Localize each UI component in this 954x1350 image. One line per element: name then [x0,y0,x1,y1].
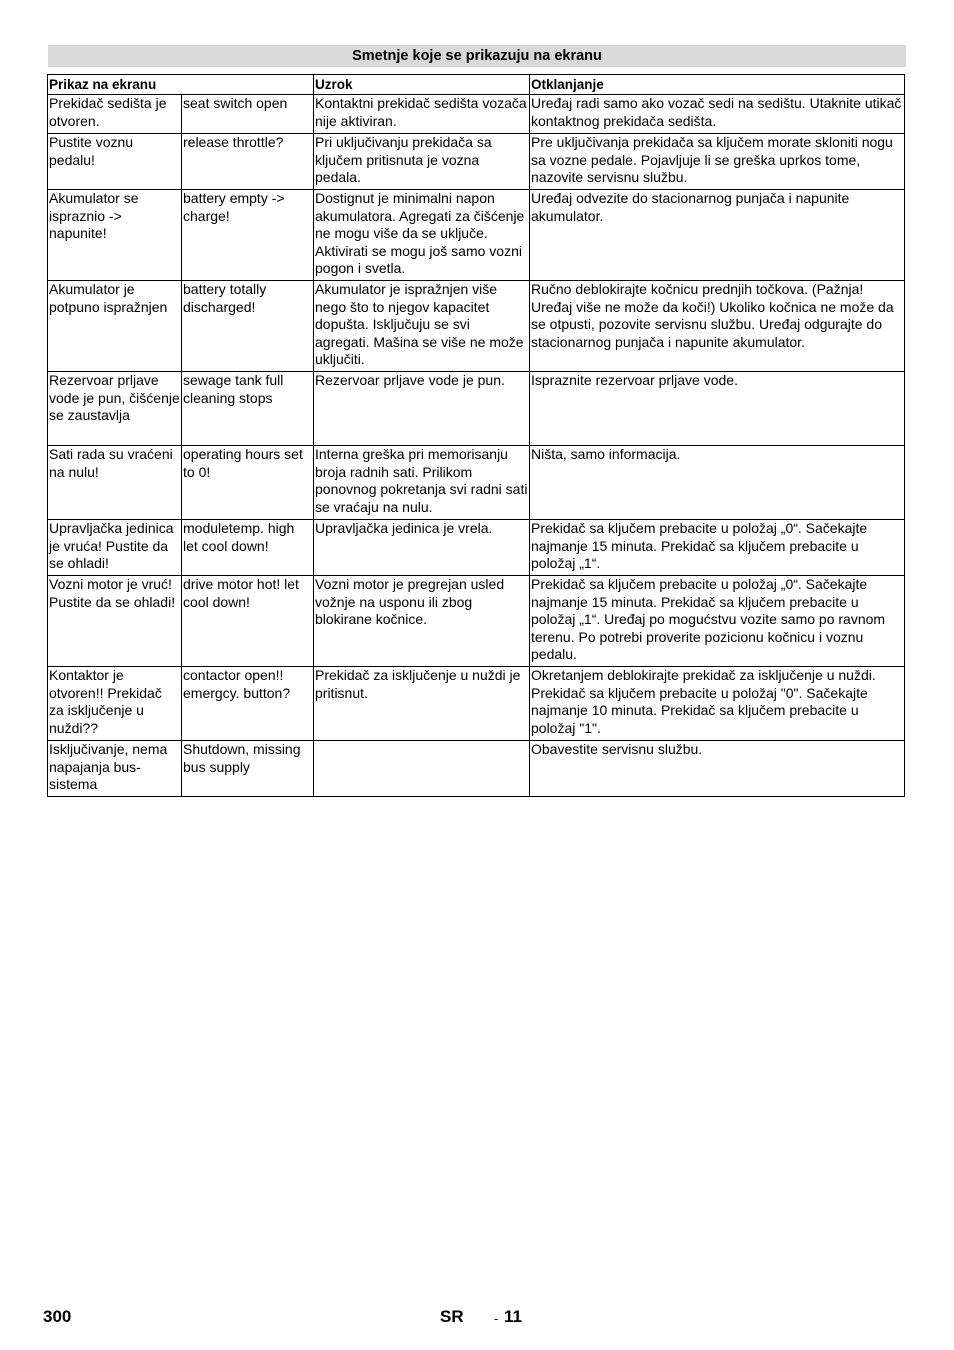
remedy-cell: Uređaj radi samo ako vozač sedi na sedištu. Utaknite utikač kontaktnog prekidača sedišta. [530,95,905,134]
display-text-sr: Sati rada su vraćeni na nulu! [48,446,182,520]
cause-cell: Kontaktni prekidač sedišta vozača nije aktiviran. [314,95,530,134]
display-text-sr: Akumulator je potpuno ispražnjen [48,281,182,372]
display-text-sr: Isključivanje, nema napajanja bus-sistema [48,741,182,797]
remedy-cell: Prekidač sa ključem prebacite u položaj „0“. Sačekajte najmanje 15 minuta. Prekidač sa ključem prebacite u položaj „1“. [530,520,905,576]
footer-dash: - [494,1311,499,1326]
table-row [48,372,905,446]
display-text-sr: Pustite voznu pedalu! [48,134,182,190]
language-code: SR [440,1307,464,1326]
display-text-en: moduletemp. high let cool down! [182,520,314,576]
remedy-cell: Ručno deblokirajte kočnicu prednjih točkova. (Pažnja! Uređaj više ne može da koči!) Ukoliko kočnica ne može da se otpusti, pozovite servisnu službu. Uređaj odgurajte do stacionarnog punjača i napunite akumulator. [530,281,905,372]
display-text-sr: Vozni motor je vruć! Pustite da se ohladi! [48,576,182,667]
table-row [48,281,905,372]
cause-cell: Akumulator je ispražnjen više nego što to njegov kapacitet dopušta. Isključuju se svi agregati. Mašina se više ne može uključiti. [314,281,530,372]
section-title: Smetnje koje se prikazuju na ekranu [48,45,906,67]
section-page-number: 11 [504,1307,522,1326]
display-text-en: operating hours set to 0! [182,446,314,520]
display-text-sr: Akumulator se ispraznio -> napunite! [48,190,182,281]
table-header-row [48,75,905,95]
table-row [48,190,905,281]
cause-cell: Upravljačka jedinica je vrela. [314,520,530,576]
fault-table [47,74,905,797]
remedy-cell: Pre uključivanja prekidača sa ključem morate skloniti nogu sa vozne pedale. Pojavljuje li se greška uprkos tome, nazovite servisnu službu. [530,134,905,190]
header-cause: Uzrok [314,75,530,95]
table-row [48,667,905,741]
remedy-cell: Obavestite servisnu službu. [530,741,905,797]
remedy-cell: Prekidač sa ključem prebacite u položaj „0“. Sačekajte najmanje 15 minuta. Prekidač sa ključem prebacite u položaj „1“. Uređaj po mogućstvu vozite samo po ravnom terenu. Po potrebi proverite pozicionu kočnicu i voznu pedalu. [530,576,905,667]
display-text-en: sewage tank full cleaning stops [182,372,314,446]
page-number: 300 [43,1307,72,1326]
table-row [48,576,905,667]
display-text-en: drive motor hot! let cool down! [182,576,314,667]
cause-cell [314,741,530,797]
remedy-cell: Okretanjem deblokirajte prekidač za isključenje u nuždi. Prekidač sa ključem prebacite u položaj "0". Sačekajte najmanje 10 minuta. Prekidač sa ključem prebacite u položaj "1". [530,667,905,741]
cause-cell: Vozni motor je pregrejan usled vožnje na usponu ili zbog blokirane kočnice. [314,576,530,667]
cause-cell: Pri uključivanju prekidača sa ključem pritisnuta je vozna pedala. [314,134,530,190]
remedy-cell: Uređaj odvezite do stacionarnog punjača i napunite akumulator. [530,190,905,281]
display-text-en: Shutdown, missing bus supply [182,741,314,797]
cause-cell: Dostignut je minimalni napon akumulatora. Agregati za čišćenje ne mogu više da se uključe. Aktivirati se mogu još samo vozni pogon i svetla. [314,190,530,281]
table-row [48,520,905,576]
display-text-en: battery empty -> charge! [182,190,314,281]
header-remedy: Otklanjanje [530,75,905,95]
header-display: Prikaz na ekranu [48,75,314,95]
display-text-sr: Rezervoar prljave vode je pun, čišćenje se zaustavlja [48,372,182,446]
display-text-sr: Prekidač sedišta je otvoren. [48,95,182,134]
display-text-en: seat switch open [182,95,314,134]
cause-cell: Interna greška pri memorisanju broja radnih sati. Prilikom ponovnog pokretanja svi radni sati se vraćaju na nulu. [314,446,530,520]
display-text-sr: Upravljačka jedinica je vruća! Pustite da se ohladi! [48,520,182,576]
remedy-cell: Ništa, samo informacija. [530,446,905,520]
display-text-sr: Kontaktor je otvoren!! Prekidač za isključenje u nuždi?? [48,667,182,741]
table-row [48,741,905,797]
table-row [48,446,905,520]
remedy-cell: Ispraznite rezervoar prljave vode. [530,372,905,446]
display-text-en: contactor open!! emergcy. button? [182,667,314,741]
table-row [48,134,905,190]
display-text-en: release throttle? [182,134,314,190]
table-row [48,95,905,134]
cause-cell: Rezervoar prljave vode je pun. [314,372,530,446]
cause-cell: Prekidač za isključenje u nuždi je pritisnut. [314,667,530,741]
display-text-en: battery totally discharged! [182,281,314,372]
